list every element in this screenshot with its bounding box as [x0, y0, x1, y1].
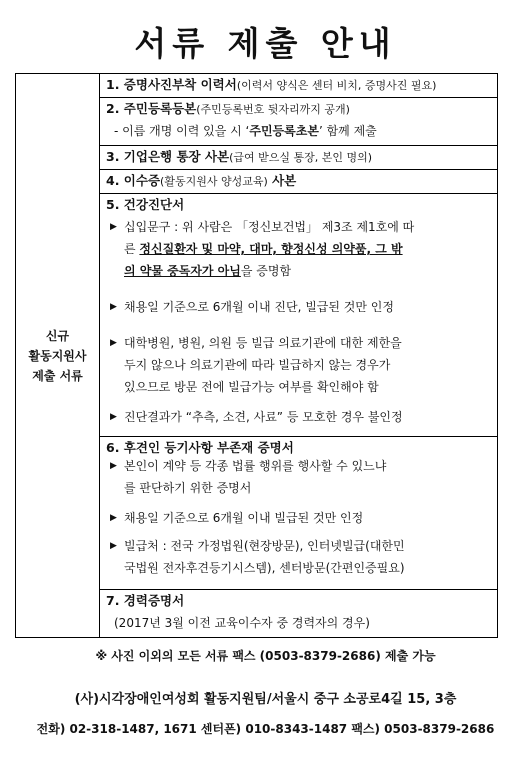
- item-4: [100, 170, 497, 194]
- bullet-text: 른: [124, 242, 140, 256]
- bullet-text: 빌급처 : 전국 가정법원(현장방문), 인터넷빌급(대한민: [124, 539, 405, 553]
- item-sub-text: - 이름 개명 이력 있을 시 ‘: [114, 124, 250, 138]
- bullet-item: [106, 455, 493, 499]
- document-table: [15, 73, 498, 638]
- item-heading: 7. 경력증명서: [106, 593, 185, 608]
- item-note: (급여 받으실 통장, 본인 명의): [229, 151, 373, 164]
- item-6: [100, 437, 497, 590]
- item-sub-emphasis: 주민등록초본: [249, 124, 319, 138]
- bullet-text: 본인이 계약 등 각종 법률 행위를 행사할 수 있느냐: [124, 459, 387, 473]
- arrow-bullet-icon: ▶: [110, 513, 117, 523]
- item-sub-text: ’ 함께 제출: [318, 124, 377, 138]
- item-3: [100, 146, 497, 170]
- category-label-line: 제출 서류: [32, 368, 83, 383]
- bullet-text: 채용일 기준으로 6개월 이내 빌급된 것만 인정: [124, 511, 364, 525]
- item-list: [100, 74, 497, 637]
- item-heading-tail: 사본: [267, 173, 297, 188]
- item-7: [100, 590, 497, 639]
- arrow-bullet-icon: ▶: [110, 461, 117, 471]
- bullet-text: 대학병원, 병원, 의원 등 빌급 의료기관에 대한 제한을: [124, 336, 402, 350]
- bullet-text: 두지 않으나 의료기관에 따라 빌급하지 않는 경우가: [124, 358, 391, 372]
- bullet-item: [106, 535, 493, 579]
- arrow-bullet-icon: ▶: [110, 302, 117, 312]
- item-2: [100, 98, 497, 146]
- item-note: (이력서 양식은 센터 비치, 증명사진 필요): [236, 79, 437, 92]
- bullet-item: [106, 296, 493, 318]
- arrow-bullet-icon: ▶: [110, 338, 117, 348]
- bullet-item: [106, 332, 493, 398]
- bullet-emphasis: 의 약물 중독자가 아님: [124, 264, 241, 278]
- bullet-text: 채용일 기준으로 6개월 이내 진단, 빌급된 것만 인정: [124, 300, 394, 314]
- arrow-bullet-icon: ▶: [110, 541, 117, 551]
- item-5: [100, 194, 497, 437]
- item-heading: 4. 이수증: [106, 173, 161, 188]
- category-label-line: 신규: [45, 328, 70, 343]
- bullet-item: [106, 507, 493, 529]
- category-label-line: 활동지원사: [28, 348, 87, 363]
- bullet-emphasis: 정신질환자 및 마약, 대마, 향정신성 의약품, 그 밖: [139, 242, 403, 256]
- bullet-text: 국법원 전자후견등기시스템), 센터방문(간편인증필요): [124, 561, 405, 575]
- bullet-text: 를 판단하기 위한 증명서: [124, 481, 252, 495]
- bullet-item: [106, 406, 493, 428]
- item-heading: 2. 주민등록등본: [106, 101, 197, 116]
- bullet-text: 있으므로 방문 전에 빌급가능 여부를 확인해야 함: [124, 380, 379, 394]
- organization-address: (사)시각장애인여성회 활동지원팀/서울시 중구 소공로4길 15, 3층: [74, 692, 457, 707]
- item-heading: 5. 건강진단서: [106, 197, 185, 212]
- item-note: (활동지원사 양성교육): [160, 175, 268, 188]
- item-1: [100, 74, 497, 98]
- bullet-item: [106, 216, 493, 282]
- arrow-bullet-icon: ▶: [110, 222, 117, 232]
- bullet-text: 진단결과가 “추측, 소견, 사료” 등 모호한 경우 불인정: [124, 410, 403, 424]
- item-heading: 1. 증명사진부착 이력서: [106, 77, 237, 92]
- category-cell: [16, 74, 100, 637]
- bullet-text: 을 증명함: [240, 264, 292, 278]
- item-sub-text: (2017년 3월 이전 교육이수자 중 경력자의 경우): [114, 616, 370, 630]
- item-heading: 3. 기업은행 통장 사본: [106, 149, 230, 164]
- contact-info: 전화) 02-318-1487, 1671 센터폰) 010-8343-1487 팩스) 0503-8379-2686: [36, 722, 495, 736]
- item-note: (주민등록번호 뒷자리까지 공개): [196, 103, 350, 116]
- arrow-bullet-icon: ▶: [110, 412, 117, 422]
- item-heading: 6. 후견인 등기사항 부존재 증명서: [106, 440, 294, 455]
- page-title: 서류 제출 안내: [134, 24, 397, 63]
- bullet-text: 십입문구 : 위 사람은 「정신보건법」 제3조 제1호에 따: [124, 220, 415, 234]
- fax-note: ※ 사진 이외의 모든 서류 팩스 (0503-8379-2686) 제출 가능: [95, 649, 436, 663]
